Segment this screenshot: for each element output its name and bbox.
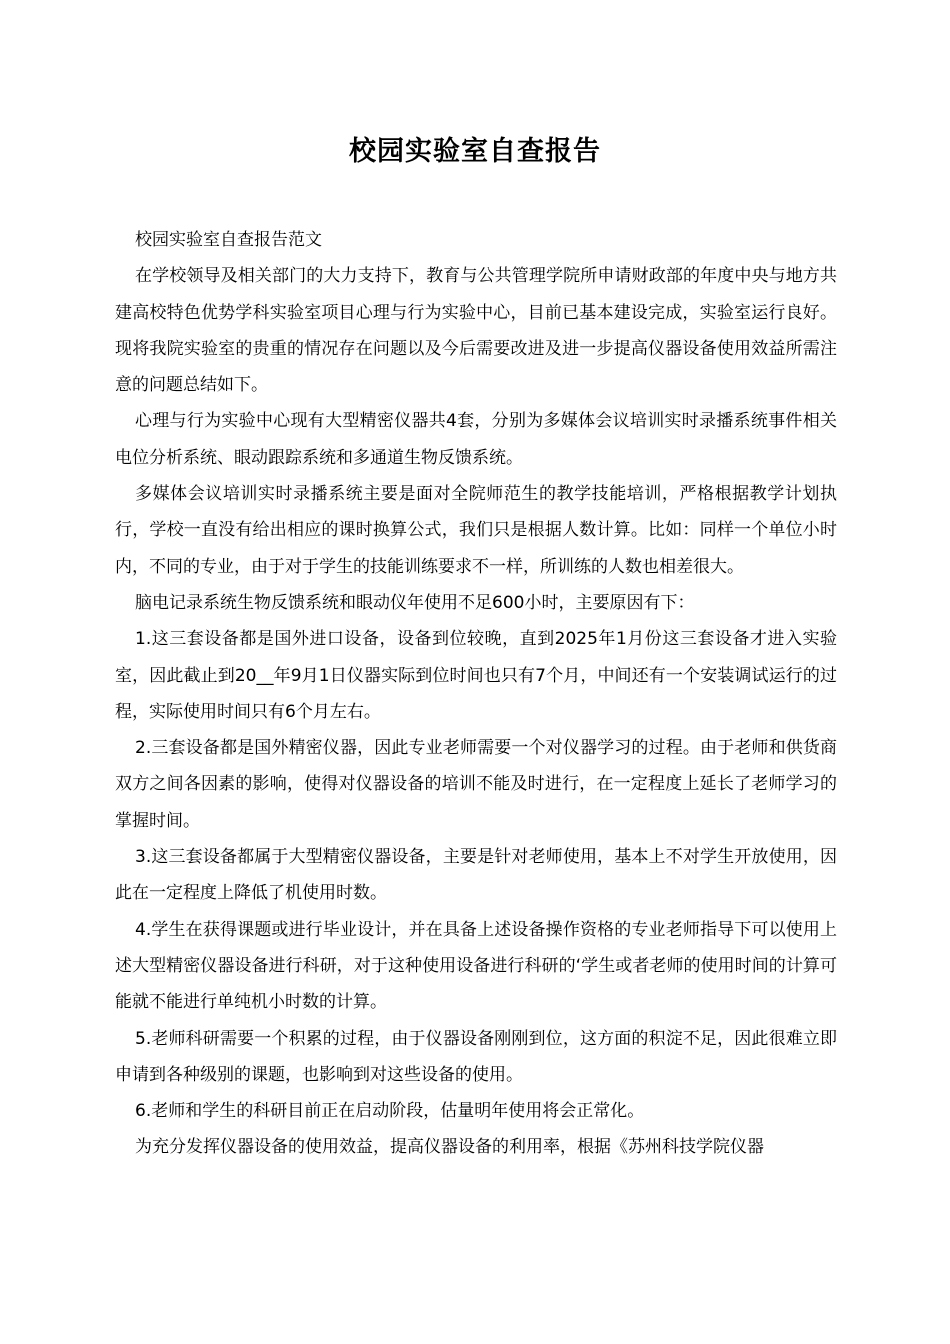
paragraph-equipment-overview: 心理与行为实验中心现有大型精密仪器共4套，分别为多媒体会议培训实时录播系统事件相关电位分析系统、眼动跟踪系统和多通道生物反馈系统。: [115, 411, 837, 468]
document-body: [115, 222, 837, 1166]
list-item-reason-3: 3.这三套设备都属于大型精密仪器设备，主要是针对老师使用，基本上不对学生开放使用，因此在一定程度上降低了机使用时数。: [115, 847, 837, 904]
paragraph-subtitle: 校园实验室自查报告范文: [135, 230, 322, 250]
paragraph-conclusion: 为充分发挥仪器设备的使用效益，提高仪器设备的利用率，根据《苏州科技学院仪器: [135, 1137, 764, 1158]
document-title: 校园实验室自查报告: [349, 136, 601, 167]
list-item-reason-2: 2.三套设备都是国外精密仪器，因此专业老师需要一个对仪器学习的过程。由于老师和供货商双方之间各因素的影响，使得对仪器设备的培训不能及时进行，在一定程度上延长了老师学习的掌握时间。: [115, 738, 837, 831]
list-item-reason-6: 6.老师和学生的科研目前正在启动阶段，估量明年使用将会正常化。: [135, 1101, 645, 1122]
list-item-reason-1: 1.这三套设备都是国外进口设备，设备到位较晚，直到2025年1月份这三套设备才进入实验室，因此截止到20__年9月1日仪器实际到位时间也只有7个月，中间还有一个安装调试运行的过程，实际使用时间只有6个月左右。: [115, 629, 837, 722]
list-item-reason-5: 5.老师科研需要一个积累的过程，由于仪器设备刚刚到位，这方面的积淀不足，因此很难立即申请到各种级别的课题，也影响到对这些设备的使用。: [115, 1028, 837, 1085]
list-item-reason-4: 4.学生在获得课题或进行毕业设计，并在具备上述设备操作资格的专业老师指导下可以使用上述大型精密仪器设备进行科研，对于这种使用设备进行科研的‘学生或者老师的使用时间的计算可能就不能进行单纯机小时数的计算。: [115, 919, 837, 1013]
paragraph-recording-system: 多媒体会议培训实时录播系统主要是面对全院师范生的教学技能培训，严格根据教学计划执行，学校一直没有给出相应的课时换算公式，我们只是根据人数计算。比如：同样一个单位小时内，不同的专业，由于对于学生的技能训练要求不一样，所训练的人数也相差很大。: [115, 484, 837, 577]
paragraph-usage-reasons: 脑电记录系统生物反馈系统和眼动仪年使用不足600小时，主要原因有下：: [135, 592, 695, 613]
paragraph-intro: 在学校领导及相关部门的大力支持下，教育与公共管理学院所申请财政部的年度中央与地方共建高校特色优势学科实验室项目心理与行为实验中心，目前已基本建设完成，实验室运行良好。现将我院实验室的贵重的情况存在问题以及今后需要改进及进一步提高仪器设备使用效益所需注意的问题总结如下。: [115, 266, 837, 396]
